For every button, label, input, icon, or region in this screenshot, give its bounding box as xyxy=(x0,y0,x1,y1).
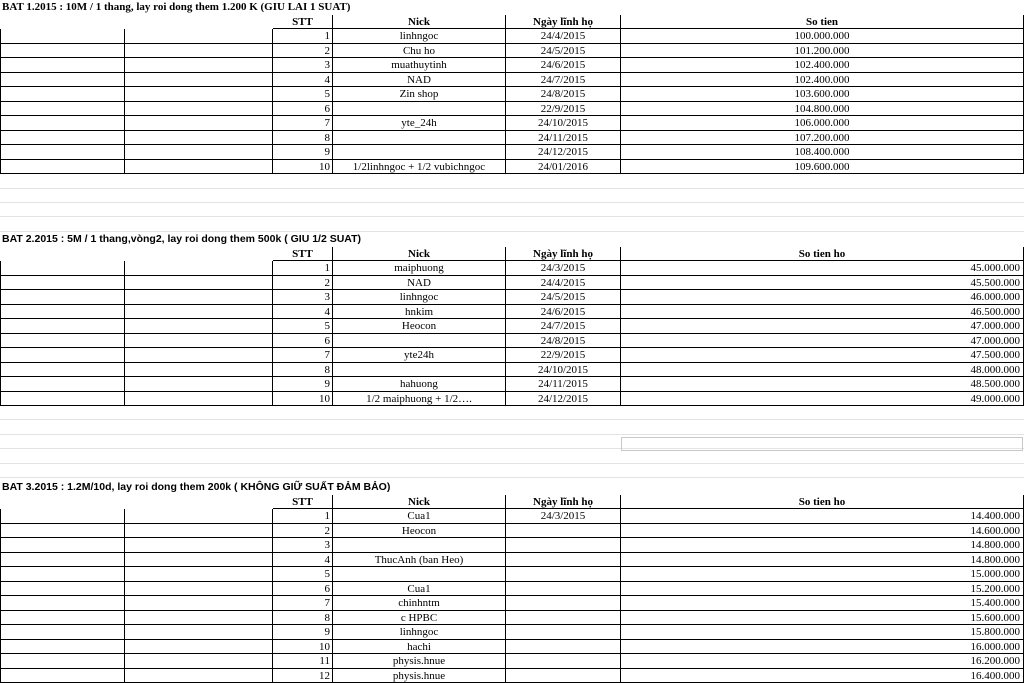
empty-cell[interactable] xyxy=(0,348,125,363)
empty-cell[interactable] xyxy=(125,363,273,378)
table-row xyxy=(0,334,1024,349)
date-cell[interactable] xyxy=(506,524,621,539)
stt-cell[interactable]: 6 xyxy=(273,582,333,597)
date-cell[interactable]: 24/8/2015 xyxy=(506,87,621,102)
amount-cell[interactable]: 14.800.000 xyxy=(621,553,1024,568)
stt-cell[interactable]: 10 xyxy=(273,160,333,175)
stt-cell[interactable]: 3 xyxy=(273,290,333,305)
empty-cell[interactable] xyxy=(125,102,273,117)
date-cell[interactable]: 24/12/2015 xyxy=(506,392,621,407)
stt-cell[interactable]: 9 xyxy=(273,377,333,392)
nick-cell[interactable]: Heocon xyxy=(333,319,506,334)
amount-cell[interactable]: 15.400.000 xyxy=(621,596,1024,611)
empty-cell[interactable] xyxy=(0,102,125,117)
stt-cell[interactable]: 4 xyxy=(273,73,333,88)
empty-cell[interactable] xyxy=(0,145,125,160)
nick-cell[interactable]: chinhntm xyxy=(333,596,506,611)
header-date[interactable]: Ngày lĩnh họ xyxy=(506,495,621,510)
nick-cell[interactable]: 1/2 maiphuong + 1/2…. xyxy=(333,392,506,407)
empty-cell[interactable] xyxy=(125,145,273,160)
date-cell[interactable] xyxy=(506,654,621,669)
table-row xyxy=(0,611,1024,626)
amount-cell[interactable]: 102.400.000 xyxy=(621,73,1024,88)
stt-cell[interactable]: 11 xyxy=(273,654,333,669)
stt-cell[interactable]: 1 xyxy=(273,509,333,524)
table-row xyxy=(0,305,1024,320)
empty-grid-row xyxy=(0,188,1024,203)
empty-cell[interactable] xyxy=(125,305,273,320)
date-cell[interactable]: 24/7/2015 xyxy=(506,73,621,88)
amount-cell[interactable]: 16.200.000 xyxy=(621,654,1024,669)
nick-cell[interactable]: hachi xyxy=(333,640,506,655)
empty-cell[interactable] xyxy=(125,131,273,146)
empty-cell[interactable] xyxy=(125,582,273,597)
date-cell[interactable]: 24/6/2015 xyxy=(506,58,621,73)
table-row xyxy=(0,44,1024,59)
empty-cell[interactable] xyxy=(0,116,125,131)
empty-cell[interactable] xyxy=(0,524,125,539)
date-cell[interactable]: 24/4/2015 xyxy=(506,29,621,44)
empty-cell[interactable] xyxy=(0,538,125,553)
stt-cell[interactable]: 3 xyxy=(273,58,333,73)
empty-cell[interactable] xyxy=(0,509,125,524)
table-header-row xyxy=(0,15,1024,30)
empty-cell[interactable] xyxy=(0,276,125,291)
empty-cell[interactable] xyxy=(0,567,125,582)
nick-cell[interactable]: ThucAnh (ban Heo) xyxy=(333,553,506,568)
date-cell[interactable]: 24/4/2015 xyxy=(506,276,621,291)
table-row xyxy=(0,160,1024,175)
table-row xyxy=(0,131,1024,146)
nick-cell[interactable]: hnkim xyxy=(333,305,506,320)
table-row xyxy=(0,348,1024,363)
empty-grid-row xyxy=(0,449,1024,464)
empty-cell[interactable] xyxy=(125,116,273,131)
nick-cell[interactable]: 1/2linhngoc + 1/2 vubichngoc xyxy=(333,160,506,175)
stt-cell[interactable]: 3 xyxy=(273,538,333,553)
stt-cell[interactable]: 2 xyxy=(273,524,333,539)
nick-cell[interactable] xyxy=(333,334,506,349)
amount-cell[interactable]: 16.400.000 xyxy=(621,669,1024,683)
empty-cell[interactable] xyxy=(0,319,125,334)
date-cell[interactable] xyxy=(506,625,621,640)
nick-cell[interactable] xyxy=(333,538,506,553)
date-cell[interactable]: 24/12/2015 xyxy=(506,145,621,160)
empty-grid-row xyxy=(0,463,1024,478)
empty-cell[interactable] xyxy=(0,160,125,175)
amount-cell[interactable]: 15.200.000 xyxy=(621,582,1024,597)
amount-cell[interactable]: 104.800.000 xyxy=(621,102,1024,117)
empty-grid-row xyxy=(0,217,1024,232)
table-row xyxy=(0,145,1024,160)
stt-cell[interactable]: 4 xyxy=(273,305,333,320)
amount-cell[interactable]: 103.600.000 xyxy=(621,87,1024,102)
date-cell[interactable] xyxy=(506,596,621,611)
amount-cell[interactable]: 45.000.000 xyxy=(621,261,1024,276)
empty-cell[interactable] xyxy=(125,319,273,334)
stt-cell[interactable]: 8 xyxy=(273,363,333,378)
stt-cell[interactable]: 5 xyxy=(273,87,333,102)
nick-cell[interactable]: Heocon xyxy=(333,524,506,539)
empty-cell[interactable] xyxy=(0,87,125,102)
stt-cell[interactable]: 8 xyxy=(273,611,333,626)
table-header-row xyxy=(0,495,1024,510)
amount-cell[interactable]: 100.000.000 xyxy=(621,29,1024,44)
amount-cell[interactable]: 14.600.000 xyxy=(621,524,1024,539)
date-cell[interactable]: 22/9/2015 xyxy=(506,102,621,117)
table-row xyxy=(0,582,1024,597)
date-cell[interactable] xyxy=(506,611,621,626)
amount-cell[interactable]: 47.500.000 xyxy=(621,348,1024,363)
empty-cell[interactable] xyxy=(0,305,125,320)
section-title[interactable]: BAT 1.2015 : 10M / 1 thang, lay roi dong them 1.200 K (GIU LAI 1 SUAT) xyxy=(2,1,351,13)
stt-cell[interactable]: 7 xyxy=(273,596,333,611)
empty-cell[interactable] xyxy=(0,392,125,407)
table-row xyxy=(0,392,1024,407)
nick-cell[interactable] xyxy=(333,131,506,146)
empty-cell[interactable] xyxy=(125,58,273,73)
nick-cell[interactable]: c HPBC xyxy=(333,611,506,626)
date-cell[interactable] xyxy=(506,582,621,597)
amount-cell[interactable]: 46.000.000 xyxy=(621,290,1024,305)
table-row xyxy=(0,524,1024,539)
empty-cell[interactable] xyxy=(125,538,273,553)
amount-cell[interactable]: 102.400.000 xyxy=(621,58,1024,73)
amount-cell[interactable]: 15.800.000 xyxy=(621,625,1024,640)
stt-cell[interactable]: 8 xyxy=(273,131,333,146)
amount-cell[interactable]: 15.600.000 xyxy=(621,611,1024,626)
table-row xyxy=(0,538,1024,553)
empty-cell[interactable] xyxy=(125,669,273,683)
nick-cell[interactable] xyxy=(333,102,506,117)
nick-cell[interactable]: linhngoc xyxy=(333,29,506,44)
table-row xyxy=(0,567,1024,582)
stt-cell[interactable]: 6 xyxy=(273,334,333,349)
nick-cell[interactable]: muathuytinh xyxy=(333,58,506,73)
empty-grid-row xyxy=(0,405,1024,420)
nick-cell[interactable] xyxy=(333,567,506,582)
amount-cell[interactable]: 109.600.000 xyxy=(621,160,1024,175)
empty-cell[interactable] xyxy=(125,276,273,291)
table-row xyxy=(0,116,1024,131)
empty-cell[interactable] xyxy=(125,611,273,626)
empty-grid-row xyxy=(0,174,1024,189)
date-cell[interactable]: 24/3/2015 xyxy=(506,261,621,276)
table-row xyxy=(0,377,1024,392)
empty-grid-row xyxy=(0,420,1024,435)
empty-cell[interactable] xyxy=(125,596,273,611)
nick-cell[interactable]: NAD xyxy=(333,73,506,88)
stt-cell[interactable]: 2 xyxy=(273,44,333,59)
empty-cell[interactable] xyxy=(125,524,273,539)
empty-cell[interactable] xyxy=(0,131,125,146)
nick-cell[interactable]: Cua1 xyxy=(333,582,506,597)
table-row xyxy=(0,669,1024,683)
amount-cell[interactable]: 14.800.000 xyxy=(621,538,1024,553)
empty-cell[interactable] xyxy=(0,625,125,640)
header-amount[interactable]: So tien ho xyxy=(621,247,1024,262)
nick-cell[interactable] xyxy=(333,145,506,160)
empty-cell[interactable] xyxy=(125,87,273,102)
date-cell[interactable] xyxy=(506,553,621,568)
stt-cell[interactable]: 7 xyxy=(273,348,333,363)
empty-cell[interactable] xyxy=(0,44,125,59)
selected-empty-cell[interactable] xyxy=(621,437,1023,451)
empty-cell[interactable] xyxy=(0,596,125,611)
table-row xyxy=(0,73,1024,88)
header-stt[interactable]: STT xyxy=(273,15,333,30)
table-row xyxy=(0,640,1024,655)
section-title-row xyxy=(0,0,1024,15)
empty-cell[interactable] xyxy=(125,73,273,88)
section-title-row xyxy=(0,480,1024,495)
stt-cell[interactable]: 1 xyxy=(273,261,333,276)
amount-cell[interactable]: 49.000.000 xyxy=(621,392,1024,407)
table-row xyxy=(0,290,1024,305)
date-cell[interactable]: 24/6/2015 xyxy=(506,305,621,320)
amount-cell[interactable]: 106.000.000 xyxy=(621,116,1024,131)
nick-cell[interactable]: yte24h xyxy=(333,348,506,363)
stt-cell[interactable]: 5 xyxy=(273,319,333,334)
stt-cell[interactable]: 9 xyxy=(273,625,333,640)
table-row xyxy=(0,654,1024,669)
empty-cell[interactable] xyxy=(125,567,273,582)
nick-cell[interactable]: hahuong xyxy=(333,377,506,392)
nick-cell[interactable]: maiphuong xyxy=(333,261,506,276)
amount-cell[interactable]: 101.200.000 xyxy=(621,44,1024,59)
table-header-row xyxy=(0,247,1024,262)
empty-cell[interactable] xyxy=(125,44,273,59)
empty-grid-row xyxy=(0,202,1024,217)
stt-cell[interactable]: 10 xyxy=(273,640,333,655)
empty-cell[interactable] xyxy=(0,582,125,597)
nick-cell[interactable]: yte_24h xyxy=(333,116,506,131)
empty-cell[interactable] xyxy=(0,58,125,73)
empty-cell[interactable] xyxy=(0,363,125,378)
nick-cell[interactable]: linhngoc xyxy=(333,625,506,640)
table-row xyxy=(0,553,1024,568)
table-row xyxy=(0,596,1024,611)
amount-cell[interactable]: 45.500.000 xyxy=(621,276,1024,291)
empty-cell[interactable] xyxy=(0,334,125,349)
table-row xyxy=(0,261,1024,276)
stt-cell[interactable]: 2 xyxy=(273,276,333,291)
date-cell[interactable] xyxy=(506,640,621,655)
section-title-row xyxy=(0,232,1024,247)
stt-cell[interactable]: 5 xyxy=(273,567,333,582)
table-row xyxy=(0,58,1024,73)
header-stt[interactable]: STT xyxy=(273,247,333,262)
date-cell[interactable]: 24/10/2015 xyxy=(506,363,621,378)
empty-cell[interactable] xyxy=(125,261,273,276)
amount-cell[interactable]: 48.000.000 xyxy=(621,363,1024,378)
empty-cell[interactable] xyxy=(0,29,125,44)
amount-cell[interactable]: 15.000.000 xyxy=(621,567,1024,582)
amount-cell[interactable]: 48.500.000 xyxy=(621,377,1024,392)
section-title[interactable]: BAT 3.2015 : 1.2M/10d, lay roi dong them 200k ( KHÔNG GIỮ SUẤT ĐẢM BẢO) xyxy=(2,481,391,493)
empty-cell[interactable] xyxy=(0,377,125,392)
header-date[interactable]: Ngày lĩnh họ xyxy=(506,247,621,262)
empty-cell[interactable] xyxy=(125,392,273,407)
stt-cell[interactable]: 9 xyxy=(273,145,333,160)
nick-cell[interactable]: Cua1 xyxy=(333,509,506,524)
stt-cell[interactable]: 6 xyxy=(273,102,333,117)
table-row xyxy=(0,87,1024,102)
empty-cell[interactable] xyxy=(0,290,125,305)
empty-cell[interactable] xyxy=(0,669,125,683)
header-amount[interactable]: So tien ho xyxy=(621,495,1024,510)
table-row xyxy=(0,509,1024,524)
table-row xyxy=(0,625,1024,640)
date-cell[interactable]: 24/11/2015 xyxy=(506,377,621,392)
empty-cell[interactable] xyxy=(125,160,273,175)
date-cell[interactable]: 24/01/2016 xyxy=(506,160,621,175)
stt-cell[interactable]: 10 xyxy=(273,392,333,407)
nick-cell[interactable]: linhngoc xyxy=(333,290,506,305)
nick-cell[interactable]: physis.hnue xyxy=(333,654,506,669)
stt-cell[interactable]: 7 xyxy=(273,116,333,131)
nick-cell[interactable]: physis.hnue xyxy=(333,669,506,683)
empty-cell[interactable] xyxy=(0,261,125,276)
date-cell[interactable]: 22/9/2015 xyxy=(506,348,621,363)
amount-cell[interactable]: 108.400.000 xyxy=(621,145,1024,160)
empty-cell[interactable] xyxy=(125,625,273,640)
nick-cell[interactable]: NAD xyxy=(333,276,506,291)
table-row xyxy=(0,319,1024,334)
amount-cell[interactable]: 107.200.000 xyxy=(621,131,1024,146)
date-cell[interactable] xyxy=(506,538,621,553)
header-nick[interactable]: Nick xyxy=(333,15,506,30)
empty-cell[interactable] xyxy=(125,334,273,349)
empty-cell[interactable] xyxy=(125,377,273,392)
section-title[interactable]: BAT 2.2015 : 5M / 1 thang,vòng2, lay roi dong them 500k ( GIU 1/2 SUAT) xyxy=(2,233,362,245)
table-row xyxy=(0,363,1024,378)
nick-cell[interactable]: Chu ho xyxy=(333,44,506,59)
table-row xyxy=(0,29,1024,44)
date-cell[interactable]: 24/8/2015 xyxy=(506,334,621,349)
empty-cell[interactable] xyxy=(125,29,273,44)
date-cell[interactable] xyxy=(506,567,621,582)
empty-cell[interactable] xyxy=(125,640,273,655)
date-cell[interactable]: 24/5/2015 xyxy=(506,44,621,59)
header-stt[interactable]: STT xyxy=(273,495,333,510)
stt-cell[interactable]: 1 xyxy=(273,29,333,44)
nick-cell[interactable]: Zin shop xyxy=(333,87,506,102)
amount-cell[interactable]: 46.500.000 xyxy=(621,305,1024,320)
empty-cell[interactable] xyxy=(0,553,125,568)
empty-cell[interactable] xyxy=(125,553,273,568)
nick-cell[interactable] xyxy=(333,363,506,378)
date-cell[interactable]: 24/11/2015 xyxy=(506,131,621,146)
header-nick[interactable]: Nick xyxy=(333,247,506,262)
table-row xyxy=(0,276,1024,291)
table-row xyxy=(0,102,1024,117)
date-cell[interactable]: 24/7/2015 xyxy=(506,319,621,334)
header-nick[interactable]: Nick xyxy=(333,495,506,510)
stt-cell[interactable]: 12 xyxy=(273,669,333,683)
empty-cell[interactable] xyxy=(125,348,273,363)
date-cell[interactable] xyxy=(506,669,621,683)
header-amount[interactable]: So tien xyxy=(621,15,1024,30)
empty-cell[interactable] xyxy=(125,290,273,305)
empty-cell[interactable] xyxy=(0,73,125,88)
empty-cell[interactable] xyxy=(125,509,273,524)
date-cell[interactable]: 24/5/2015 xyxy=(506,290,621,305)
amount-cell[interactable]: 47.000.000 xyxy=(621,319,1024,334)
date-cell[interactable]: 24/3/2015 xyxy=(506,509,621,524)
date-cell[interactable]: 24/10/2015 xyxy=(506,116,621,131)
amount-cell[interactable]: 14.400.000 xyxy=(621,509,1024,524)
stt-cell[interactable]: 4 xyxy=(273,553,333,568)
empty-cell[interactable] xyxy=(0,611,125,626)
empty-cell[interactable] xyxy=(0,654,125,669)
header-date[interactable]: Ngày lĩnh họ xyxy=(506,15,621,30)
amount-cell[interactable]: 47.000.000 xyxy=(621,334,1024,349)
empty-cell[interactable] xyxy=(125,654,273,669)
empty-cell[interactable] xyxy=(0,640,125,655)
amount-cell[interactable]: 16.000.000 xyxy=(621,640,1024,655)
